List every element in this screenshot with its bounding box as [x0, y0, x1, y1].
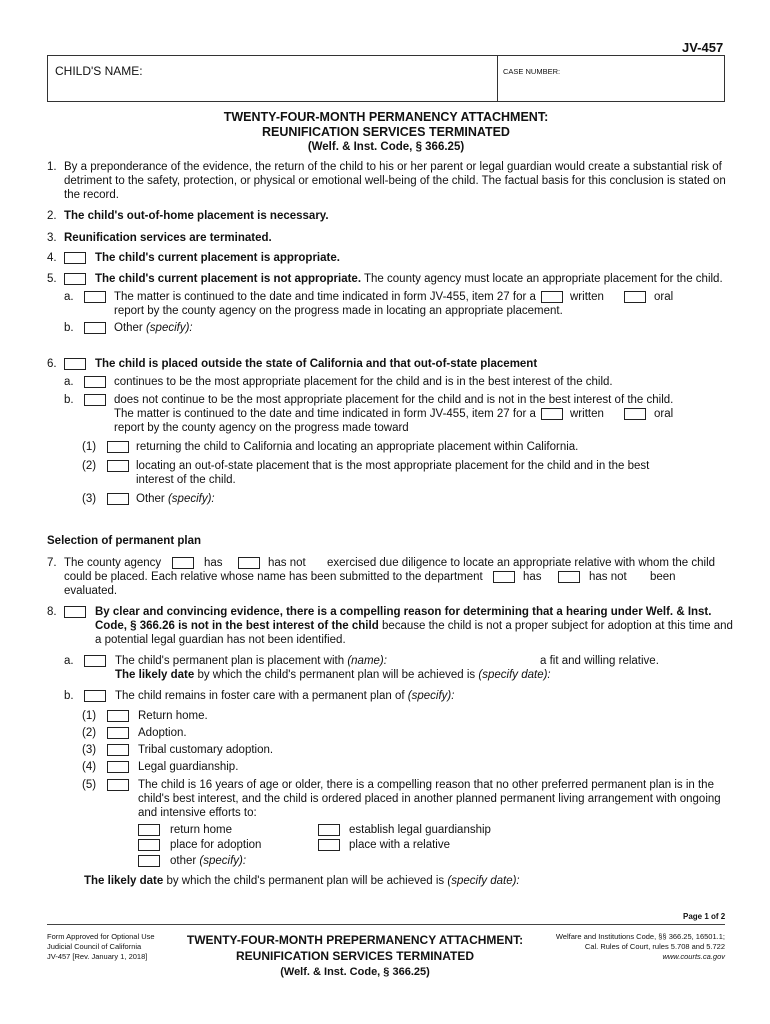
item6b-line3: report by the county agency on the progress made toward: [114, 422, 409, 434]
item6b-written-checkbox[interactable]: [541, 408, 563, 420]
item8b-likely-bold: The likely date: [84, 875, 164, 887]
item8a-pre-text: The child's permanent plan is placement with: [115, 655, 345, 667]
place-with-relative-checkbox[interactable]: [318, 839, 340, 851]
item8b3-number: (3): [82, 744, 97, 756]
item2-text: The child's out-of-home placement is necessary.: [64, 210, 329, 222]
item4-checkbox[interactable]: [64, 252, 86, 264]
item4-number: 4.: [47, 252, 57, 264]
place-for-adoption-checkbox[interactable]: [138, 839, 160, 851]
item8b-text: [115, 689, 454, 703]
item6b3-specify: (specify):: [167, 493, 215, 505]
item7-post: exercised due diligence to locate an appropriate relative with whom the child: [327, 557, 716, 569]
item5a-written: written: [570, 291, 604, 303]
title-line3: (Welf. & Inst. Code, § 366.25): [307, 141, 465, 153]
page-number: Page 1 of 2: [683, 912, 726, 921]
footer-title1: TWENTY-FOUR-MONTH PREPERMANENCY ATTACHMENT:: [186, 933, 524, 947]
item6b3-other: Other: [136, 493, 165, 505]
item8b1-text: Return home.: [138, 710, 208, 722]
item8a-name-label: (name):: [347, 655, 387, 667]
item8b5-line1: The child is 16 years of age or older, there is a compelling reason that no other preferred permanent plan is in the: [138, 779, 714, 791]
item6b-line1: does not continue to be the most appropriate placement for the child and is not in the best interest of the child.: [114, 394, 674, 406]
item7-has2-checkbox[interactable]: [493, 571, 515, 583]
item8-line2-bold: Code, § 366.26 is not in the best interest of the child: [95, 620, 379, 632]
item3-text: Reunification services are terminated.: [64, 232, 272, 244]
item5-text: [95, 272, 723, 286]
title-line2: REUNIFICATION SERVICES TERMINATED: [262, 125, 510, 139]
item6b-line2: The matter is continued to the date and time indicated in form JV-455, item 27 for a: [114, 408, 536, 420]
child-name-label: CHILD'S NAME:: [55, 64, 143, 78]
item8-checkbox[interactable]: [64, 606, 86, 618]
item8b-spec: (specify):: [407, 690, 455, 702]
item8b1-number: (1): [82, 710, 97, 722]
item7-has-not2: has not: [589, 571, 627, 583]
item7-has2: has: [523, 571, 542, 583]
item8b5-number: (5): [82, 779, 97, 791]
legal-guardianship-label: establish legal guardianship: [349, 824, 491, 836]
header-divider: [497, 55, 498, 102]
item6b3-text: [136, 492, 215, 506]
item6b3-number: (3): [82, 493, 97, 505]
item6b1-text: returning the child to California and locating an appropriate placement within California.: [136, 441, 579, 453]
item8b4-text: Legal guardianship.: [138, 761, 239, 773]
item8b3-text: Tribal customary adoption.: [138, 744, 274, 756]
item8-line2: [95, 619, 733, 633]
item8b3-checkbox[interactable]: [107, 744, 129, 756]
item8a-likely-bold: The likely date: [115, 669, 195, 681]
item8a-pre: [115, 654, 387, 668]
title-line1: TWENTY-FOUR-MONTH PERMANENCY ATTACHMENT:: [223, 110, 549, 124]
item6b-checkbox[interactable]: [84, 394, 106, 406]
item5b-letter: b.: [64, 322, 74, 334]
footer-title3: (Welf. & Inst. Code, § 366.25): [280, 966, 430, 978]
other-label: [170, 854, 246, 868]
item7-line2: could be placed. Each relative whose name has been submitted to the department: [64, 571, 483, 583]
item8b-likely: [84, 874, 520, 888]
item1-number: 1.: [47, 161, 57, 173]
footer-rule: [47, 924, 725, 925]
item7-pre: The county agency: [64, 557, 162, 569]
item7-has-not: has not: [268, 557, 306, 569]
case-number-field[interactable]: [565, 60, 720, 98]
item8b-letter: b.: [64, 690, 74, 702]
item8a-name-field[interactable]: [385, 652, 535, 666]
item8-number: 8.: [47, 606, 57, 618]
item8b1-checkbox[interactable]: [107, 710, 129, 722]
item7-line3: evaluated.: [64, 585, 118, 597]
return-home-label: return home: [170, 824, 233, 836]
item7-has: has: [204, 557, 223, 569]
item6b-oral-checkbox[interactable]: [624, 408, 646, 420]
item8a-letter: a.: [64, 655, 74, 667]
item5-rest: The county agency must locate an appropriate placement for the child.: [364, 273, 723, 285]
item6-text: The child is placed outside the state of California and that out-of-state placement: [95, 358, 538, 370]
item6b-oral: oral: [654, 408, 674, 420]
legal-guardianship-checkbox[interactable]: [318, 824, 340, 836]
item5b-specify: (specify):: [145, 322, 193, 334]
item6b-written: written: [570, 408, 604, 420]
item5a-letter: a.: [64, 291, 74, 303]
item6b2-checkbox[interactable]: [107, 460, 129, 472]
item6-number: 6.: [47, 358, 57, 370]
footer-left1: Form Approved for Optional Use: [47, 932, 155, 941]
item5a-checkbox[interactable]: [84, 291, 106, 303]
item7-number: 7.: [47, 557, 57, 569]
item8b-likely-spec: (specify date):: [447, 875, 520, 887]
item6b1-checkbox[interactable]: [107, 441, 129, 453]
item8a-checkbox[interactable]: [84, 655, 106, 667]
item8b5-checkbox[interactable]: [107, 779, 129, 791]
item8b2-checkbox[interactable]: [107, 727, 129, 739]
case-number-label: CASE NUMBER:: [503, 67, 561, 76]
return-home-checkbox[interactable]: [138, 824, 160, 836]
item6a-text: continues to be the most appropriate placement for the child and is in the best interest of the child.: [114, 376, 613, 388]
item7-has-not-checkbox[interactable]: [238, 557, 260, 569]
item6a-letter: a.: [64, 376, 74, 388]
footer-left2: Judicial Council of California: [47, 942, 142, 951]
item8a-likely: [115, 668, 551, 682]
item6b2-line1: locating an out-of-state placement that is the most appropriate placement for the child and in the best: [136, 460, 650, 472]
footer-right3[interactable]: www.courts.ca.gov: [662, 952, 725, 961]
footer-title2: REUNIFICATION SERVICES TERMINATED: [235, 949, 474, 963]
item6-checkbox[interactable]: [64, 358, 86, 370]
item8b5-line3: and intensive efforts to:: [138, 807, 257, 819]
item8-line2-rest: because the child is not a proper subject for adoption at this time and: [381, 620, 733, 632]
item5a-written-checkbox[interactable]: [541, 291, 563, 303]
item8a-post: a fit and willing relative.: [540, 655, 659, 667]
item7-has-checkbox[interactable]: [172, 557, 194, 569]
item5-checkbox[interactable]: [64, 273, 86, 285]
item5b-checkbox[interactable]: [84, 322, 106, 334]
item8b-likely-rest: by which the child's permanent plan will be achieved is: [166, 875, 445, 887]
item7-been: been: [650, 571, 676, 583]
item5a-line2: report by the county agency on the progress made in locating an appropriate placement.: [114, 305, 563, 317]
item8b-text-main: The child remains in foster care with a permanent plan of: [115, 690, 405, 702]
item7-has-not2-checkbox[interactable]: [558, 571, 580, 583]
form-number: JV-457: [682, 40, 724, 55]
footer-left3: JV-457 [Rev. January 1, 2018]: [47, 952, 148, 961]
item1-line1: By a preponderance of the evidence, the return of the child to his or her parent or legal guardian would create a substantial risk of: [64, 161, 722, 173]
item5b-other: Other: [114, 322, 143, 334]
item5-bold: The child's current placement is not appropriate.: [95, 273, 362, 285]
item5a-oral: oral: [654, 291, 674, 303]
item1-line3: the record.: [64, 189, 119, 201]
other-label-text: other: [170, 855, 197, 867]
item5a-line1: The matter is continued to the date and time indicated in form JV-455, item 27 for a: [114, 291, 536, 303]
item5-number: 5.: [47, 273, 57, 285]
item6b-letter: b.: [64, 394, 74, 406]
item8a-likely-rest: by which the child's permanent plan will be achieved is: [197, 669, 476, 681]
item6b2-number: (2): [82, 460, 97, 472]
item6b3-checkbox[interactable]: [107, 493, 129, 505]
item5a-oral-checkbox[interactable]: [624, 291, 646, 303]
item8-line3: a potential legal guardian has not been identified.: [95, 634, 346, 646]
child-name-field[interactable]: [140, 60, 492, 98]
item1-line2: detriment to the safety, protection, or physical or emotional well-being of the child. The factual basis for this conclusion is stated on: [64, 175, 726, 187]
item6a-checkbox[interactable]: [84, 376, 106, 388]
footer-right1: Welfare and Institutions Code, §§ 366.25, 16501.1;: [555, 932, 725, 941]
item4-text: The child's current placement is appropriate.: [95, 252, 340, 264]
footer-right2: Cal. Rules of Court, rules 5.708 and 5.722: [584, 942, 725, 951]
item6b2-line2: interest of the child.: [136, 474, 236, 486]
place-with-relative-label: place with a relative: [349, 839, 450, 851]
item8b4-checkbox[interactable]: [107, 761, 129, 773]
item5b-text: [114, 321, 193, 335]
other-checkbox[interactable]: [138, 855, 160, 867]
other-specify: (specify):: [199, 855, 247, 867]
item8-line1: By clear and convincing evidence, there is a compelling reason for determining that a hearing under Welf. & Inst.: [95, 606, 712, 618]
place-for-adoption-label: place for adoption: [170, 839, 262, 851]
item8b2-number: (2): [82, 727, 97, 739]
item3-number: 3.: [47, 232, 57, 244]
item2-number: 2.: [47, 210, 57, 222]
section-heading: Selection of permanent plan: [47, 535, 201, 547]
item8b4-number: (4): [82, 761, 97, 773]
item8b2-text: Adoption.: [138, 727, 187, 739]
item8a-likely-spec: (specify date):: [478, 669, 551, 681]
item8b-checkbox[interactable]: [84, 690, 106, 702]
item6b1-number: (1): [82, 441, 97, 453]
item8b5-line2: child's best interest, and the child is ordered placed in another planned permanent living arrangement with ongoing: [138, 793, 721, 805]
